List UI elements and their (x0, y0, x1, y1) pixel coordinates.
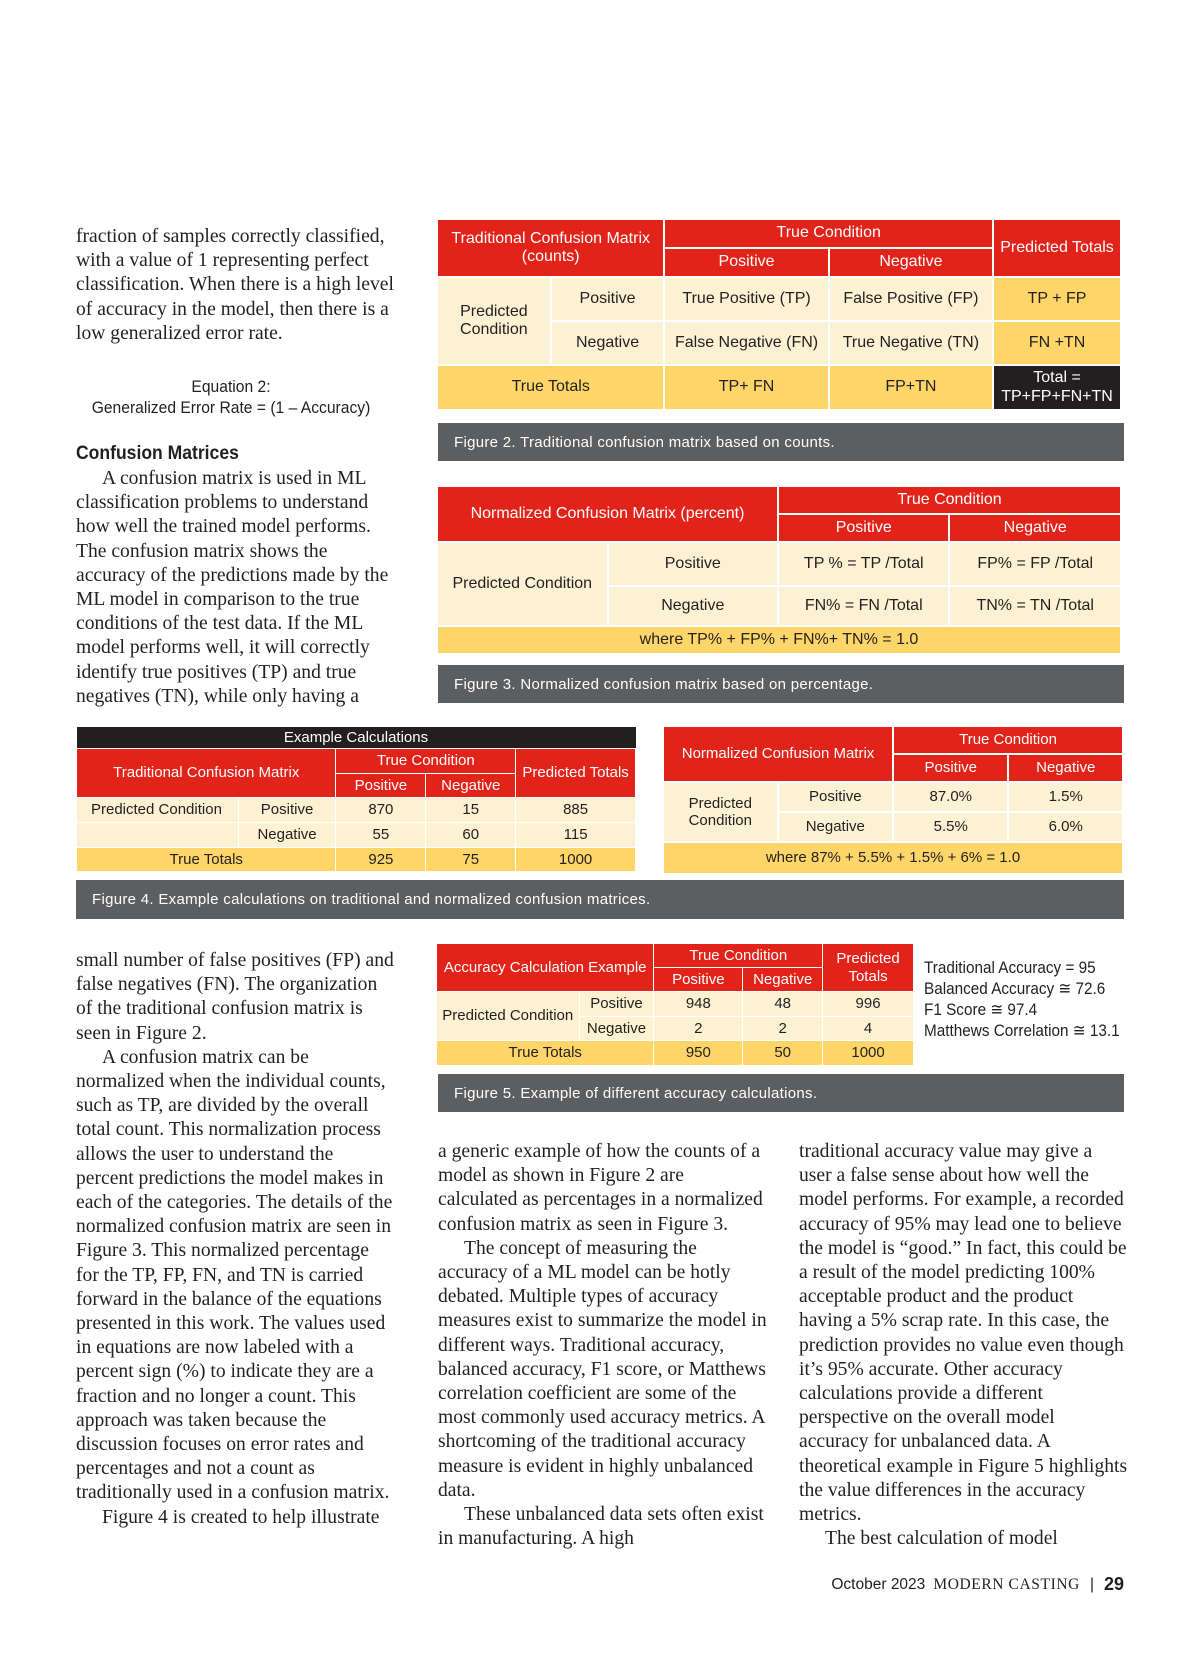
fig3-col-positive: Positive (778, 514, 949, 542)
fig5-pt-pos: 996 (823, 992, 914, 1017)
fig2-predicted-totals: Predicted Totals (993, 219, 1121, 277)
fig4-row-negative: Negative (238, 822, 336, 847)
fig5-tt-pos: 950 (654, 1041, 743, 1066)
fig2-row-positive: Positive (551, 277, 665, 321)
fig2-predicted-condition: Predicted Condition (437, 277, 551, 365)
fig5-true-totals: True Totals (437, 1041, 654, 1066)
col1-low-p3: Figure 4 is created to help illustrate (102, 1506, 380, 1528)
matthews-correlation: Matthews Correlation ≅ 13.1 (924, 1021, 1120, 1040)
fig4-col-negative: Negative (426, 773, 516, 797)
fig4-true-condition: True Condition (336, 748, 516, 773)
col3-p1: traditional accuracy value may give a user a false sense about how well the model performs. For example, a recorded accuracy of 95% may lead one to believe the model is “good.” In fact, this could be a result of the model predicting 100% acceptable product and the product having a 5% scrap rate. In this case, the prediction provides no value even though it’s 95% accurate. Other accuracy calculations provide a different perspective on the overall model accuracy for unbalanced data. A theoretical example in Figure 5 highlights the value differences in the accuracy metrics. (799, 1141, 1128, 1526)
fig4-tt-pos: 925 (336, 847, 426, 871)
fig5-row-positive: Positive (579, 992, 654, 1017)
fig2-tp-fp: TP + FP (993, 277, 1121, 321)
balanced-accuracy: Balanced Accuracy ≅ 72.6 (924, 979, 1106, 998)
fig2-tp: True Positive (TP) (664, 277, 828, 321)
col2-p1: a generic example of how the counts of a model as shown in Figure 2 are calculated as percentages in a normalized confusion matrix as seen in Figure 3. (438, 1141, 763, 1235)
fig5-row-negative: Negative (579, 1017, 654, 1041)
fig4-predicted-condition: Predicted Condition (77, 797, 239, 822)
fig5-predicted-condition: Predicted Condition (437, 992, 580, 1041)
fig4-norm-tn: 6.0% (1008, 812, 1123, 842)
fig2-true-condition: True Condition (664, 219, 993, 248)
footer-date: October 2023 (831, 1575, 926, 1593)
fig2-corner: Traditional Confusion Matrix (counts) (437, 219, 664, 277)
fig4-pt-neg: 115 (516, 822, 636, 847)
figure-2-table (436, 218, 1122, 411)
f1-score: F1 Score ≅ 97.4 (924, 1000, 1038, 1019)
fig3-true-condition: True Condition (778, 486, 1121, 514)
fig4-tt-neg: 75 (426, 847, 516, 871)
fig4-pt-pos: 885 (516, 797, 636, 822)
fig4-norm-predicted-condition: Predicted Condition (663, 782, 778, 842)
fig3-tn: TN% = TN /Total (949, 586, 1121, 626)
fig5-predicted-totals: Predicted Totals (823, 944, 914, 992)
fig2-fn: False Negative (FN) (664, 321, 828, 365)
fig3-fp: FP% = FP /Total (949, 542, 1121, 586)
fig4-true-totals: True Totals (77, 847, 336, 871)
fig5-true-condition: True Condition (654, 944, 823, 968)
fig5-tn: 2 (743, 1017, 823, 1041)
fig4-empty-cell (77, 822, 239, 847)
fig4-tn: 60 (426, 822, 516, 847)
fig4-example-title: Example Calculations (77, 727, 636, 748)
fig4-trad-corner: Traditional Confusion Matrix (77, 748, 336, 797)
fig5-col-negative: Negative (743, 968, 823, 992)
fig2-fp-tn: FP+TN (829, 365, 993, 410)
fig2-tn: True Negative (TN) (829, 321, 993, 365)
fig4-row-positive: Positive (238, 797, 336, 822)
fig2-grand-total (993, 365, 1121, 410)
fig3-fn: FN% = FN /Total (778, 586, 949, 626)
fig4-col-positive: Positive (336, 773, 426, 797)
fig5-fp: 48 (743, 992, 823, 1017)
page-number: 29 (1103, 1574, 1124, 1594)
traditional-accuracy: Traditional Accuracy = 95 (924, 958, 1096, 977)
fig4-tp: 870 (336, 797, 426, 822)
fig3-row-negative: Negative (608, 586, 779, 626)
fig4-norm-fp: 1.5% (1008, 782, 1123, 812)
figure-3-table (436, 485, 1122, 655)
fig5-accuracy-metrics (924, 957, 1120, 1041)
fig4-norm-col-positive: Positive (893, 754, 1008, 782)
fig4-total: 1000 (516, 847, 636, 871)
col2-p2: The concept of measuring the accuracy of a ML model can be hotly debated. Multiple types of accuracy measures exist to summarize the model in different ways. Traditional accuracy, balanced accuracy, F1 score, or Matthews correlation coefficient are some of the most commonly used accuracy metrics. A shortcoming of the traditional accuracy measure is evident in highly unbalanced data. (438, 1237, 767, 1501)
fig3-note: where TP% + FP% + FN%+ TN% = 1.0 (437, 626, 1121, 654)
fig4-norm-note: where 87% + 5.5% + 1.5% + 6% = 1.0 (663, 842, 1123, 874)
fig4-norm-row-negative: Negative (778, 812, 894, 842)
footer-separator: | (1089, 1575, 1094, 1593)
fig2-tp-fn: TP+ FN (664, 365, 828, 410)
fig4-norm-fn: 5.5% (893, 812, 1008, 842)
fig2-true-totals: True Totals (437, 365, 664, 410)
fig2-fp: False Positive (FP) (829, 277, 993, 321)
fig4-fn: 55 (336, 822, 426, 847)
fig5-corner: Accuracy Calculation Example (437, 944, 654, 992)
fig3-caption: Figure 3. Normalized confusion matrix based on percentage. (438, 665, 1124, 703)
fig5-tt-neg: 50 (743, 1041, 823, 1066)
fig3-col-negative: Negative (949, 514, 1121, 542)
col3-p2: The best calculation of model (825, 1528, 1058, 1550)
fig4-norm-row-positive: Positive (778, 782, 894, 812)
equation-formula: Generalized Error Rate = (1 – Accuracy) (91, 398, 371, 417)
body-column-3 (799, 1140, 1129, 1551)
col1-low-p2: A confusion matrix can be normalized when the individual counts, such as TP, are divided by the overall total count. This normalization process allows the user to understand the percent predictions the model makes in each of the categories. The details of the normalized confusion matrix are seen in Figure 3. This normalized percentage for the TP, FP, FN, and TN is carried forward in the balance of the equations presented in this work. The values used in equations are now labeled with a percent sign (%) to indicate they are a fraction and no longer a count. This approach was taken because the discussion focuses on error rates and percentages and not a count as traditionally used in a confusion matrix. (76, 1046, 393, 1504)
fig3-tp: TP % = TP /Total (778, 542, 949, 586)
fig3-predicted-condition: Predicted Condition (437, 542, 608, 626)
page-footer (831, 1574, 1124, 1595)
fig5-col-positive: Positive (654, 968, 743, 992)
col1-mid-text: A confusion matrix is used in ML classification problems to understand how well the trained model performs. The confusion matrix shows the accuracy of the predictions made by the ML model in comparison to the true conditions of the test data. If the ML model performs well, it will correctly identify true positives (TP) and true negatives (TN), while only having a (76, 468, 389, 707)
equation-label: Equation 2: (191, 377, 271, 396)
col1-low-p1: small number of false positives (FP) and false negatives (FN). The organization of the traditional confusion matrix is seen in Figure 2. (76, 950, 394, 1044)
fig5-caption: Figure 5. Example of different accuracy calculations. (438, 1074, 1124, 1112)
fig2-total-line1: Total = (1033, 369, 1081, 387)
body-paragraph-confusion (76, 467, 394, 709)
fig5-fn: 2 (654, 1017, 743, 1041)
fig5-total: 1000 (823, 1041, 914, 1066)
fig2-row-negative: Negative (551, 321, 665, 365)
col2-p3: These unbalanced data sets often exist in manufacturing. A high (438, 1504, 764, 1550)
fig2-col-positive: Positive (664, 248, 828, 277)
fig4-norm-tp: 87.0% (893, 782, 1008, 812)
fig4-fp: 15 (426, 797, 516, 822)
fig5-pt-neg: 4 (823, 1017, 914, 1041)
figure-4-normalized-table (662, 725, 1124, 875)
footer-magazine: MODERN CASTING (933, 1575, 1080, 1593)
fig4-norm-col-negative: Negative (1008, 754, 1123, 782)
fig2-col-negative: Negative (829, 248, 993, 277)
figure-4-traditional-table (76, 727, 636, 872)
fig4-norm-true-condition: True Condition (893, 726, 1123, 754)
fig5-tp: 948 (654, 992, 743, 1017)
fig4-norm-corner: Normalized Confusion Matrix (663, 726, 893, 782)
fig3-row-positive: Positive (608, 542, 779, 586)
fig2-total-line2: TP+FP+FN+TN (1001, 387, 1113, 405)
col1-top-text: fraction of samples correctly classified, with a value of 1 representing perfect classification. When there is a high level of accuracy in the model, then there is a low generalized error rate. (76, 226, 394, 344)
fig2-caption: Figure 2. Traditional confusion matrix based on counts. (438, 423, 1124, 461)
equation-2 (88, 376, 373, 418)
figure-5-table (436, 943, 914, 1066)
body-paragraph-intro (76, 225, 394, 346)
body-column-2 (438, 1140, 768, 1551)
fig4-caption: Figure 4. Example calculations on traditional and normalized confusion matrices. (76, 880, 1124, 919)
section-heading: Confusion Matrices (76, 442, 239, 464)
fig4-predicted-totals: Predicted Totals (516, 748, 636, 797)
fig3-corner: Normalized Confusion Matrix (percent) (437, 486, 778, 542)
fig2-fn-tn: FN +TN (993, 321, 1121, 365)
body-column-1-lower (76, 949, 394, 1530)
